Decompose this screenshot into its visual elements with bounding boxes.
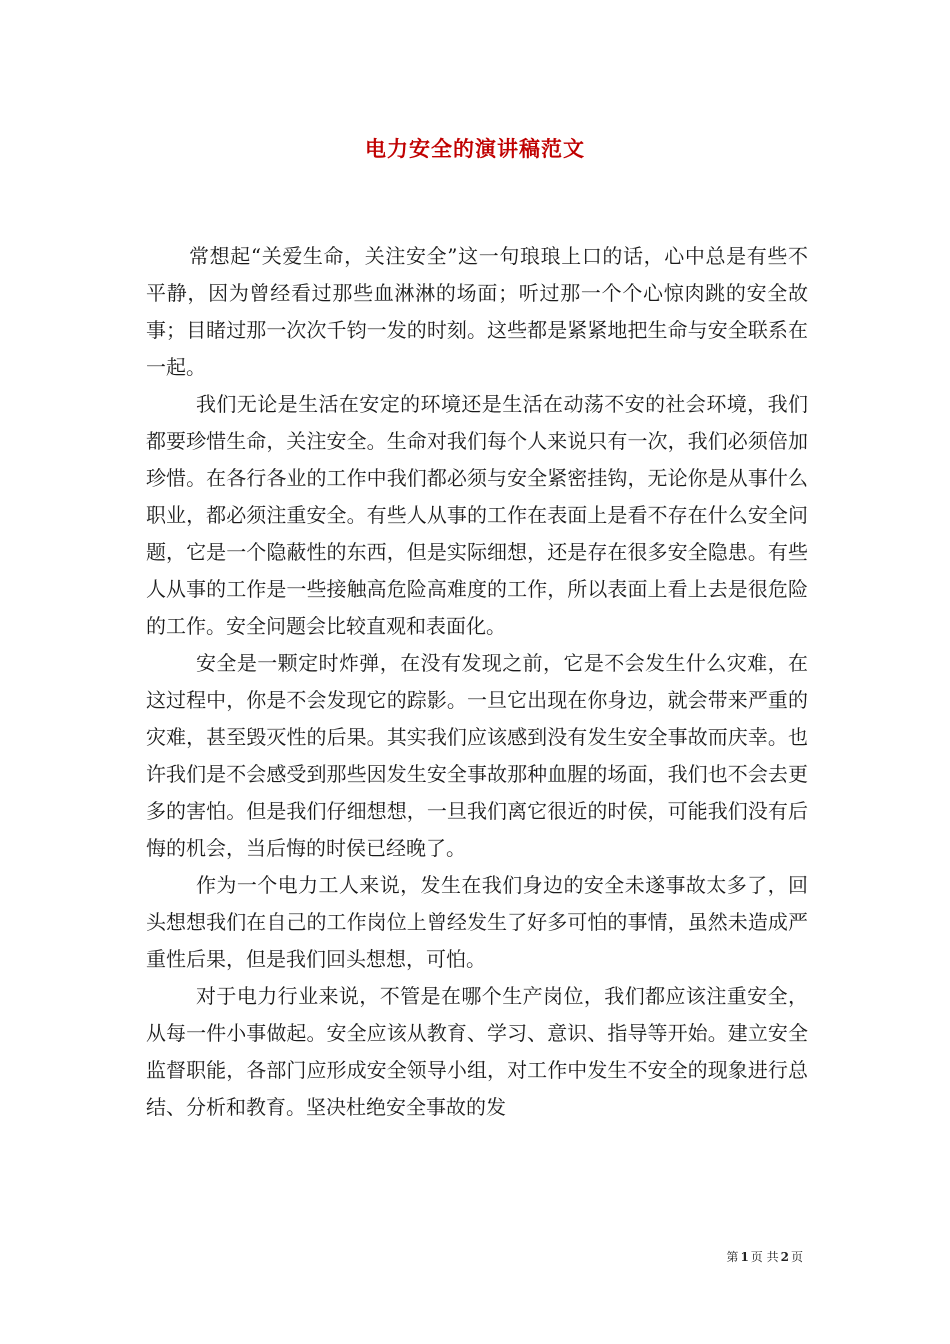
page-footer (725, 1248, 804, 1265)
footer-suffix: 页 (790, 1250, 803, 1264)
document-body (146, 238, 808, 1126)
document-title: 电力安全的演讲稿范文 (365, 136, 585, 161)
paragraph: 常想起“关爱生命，关注安全”这一句琅琅上口的话，心中总是有些不平静，因为曾经看过那些血淋淋的场面；听过那一个个心惊肉跳的安全故事；目睹过那一次次千钧一发的时刻。这些都是紧紧地把生命与安全联系在一起。 (146, 244, 808, 379)
paragraph: 我们无论是生活在安定的环境还是生活在动荡不安的社会环境，我们都要珍惜生命，关注安全。生命对我们每个人来说只有一次，我们必须倍加珍惜。在各行各业的工作中我们都必须与安全紧密挂钩，无论你是从事什么职业，都必须注重安全。有些人从事的工作在表面上是看不存在什么安全问题，它是一个隐蔽性的东西，但是实际细想，还是存在很多安全隐患。有些人从事的工作是一些接触高危险高难度的工作，所以表面上看上去是很危险的工作。安全问题会比较直观和表面化。 (146, 392, 808, 638)
footer-total-pages: 2 (780, 1250, 789, 1264)
paragraph: 对于电力行业来说，不管是在哪个生产岗位，我们都应该注重安全，从每一件小事做起。安全应该从教育、学习、意识、指导等开始。建立安全监督职能，各部门应形成安全领导小组，对工作中发生不安全的现象进行总结、分析和教育。坚决杜绝安全事故的发 (146, 984, 808, 1119)
paragraph: 安全是一颗定时炸弹，在没有发现之前，它是不会发生什么灾难，在这过程中，你是不会发现它的踪影。一旦它出现在你身边，就会带来严重的灾难，甚至毁灭性的后果。其实我们应该感到没有发生安全事故而庆幸。也许我们是不会感受到那些因发生安全事故那种血腥的场面，我们也不会去更多的害怕。但是我们仔细想想，一旦我们离它很近的时侯，可能我们没有后悔的机会，当后悔的时侯已经晚了。 (146, 651, 808, 860)
paragraph: 作为一个电力工人来说，发生在我们身边的安全未遂事故太多了，回头想想我们在自己的工作岗位上曾经发生了好多可怕的事情，虽然未造成严重性后果，但是我们回头想想，可怕。 (146, 873, 808, 971)
footer-page-number: 1 (740, 1250, 749, 1264)
footer-prefix: 第 (726, 1250, 739, 1264)
footer-middle: 页 共 (750, 1250, 779, 1264)
